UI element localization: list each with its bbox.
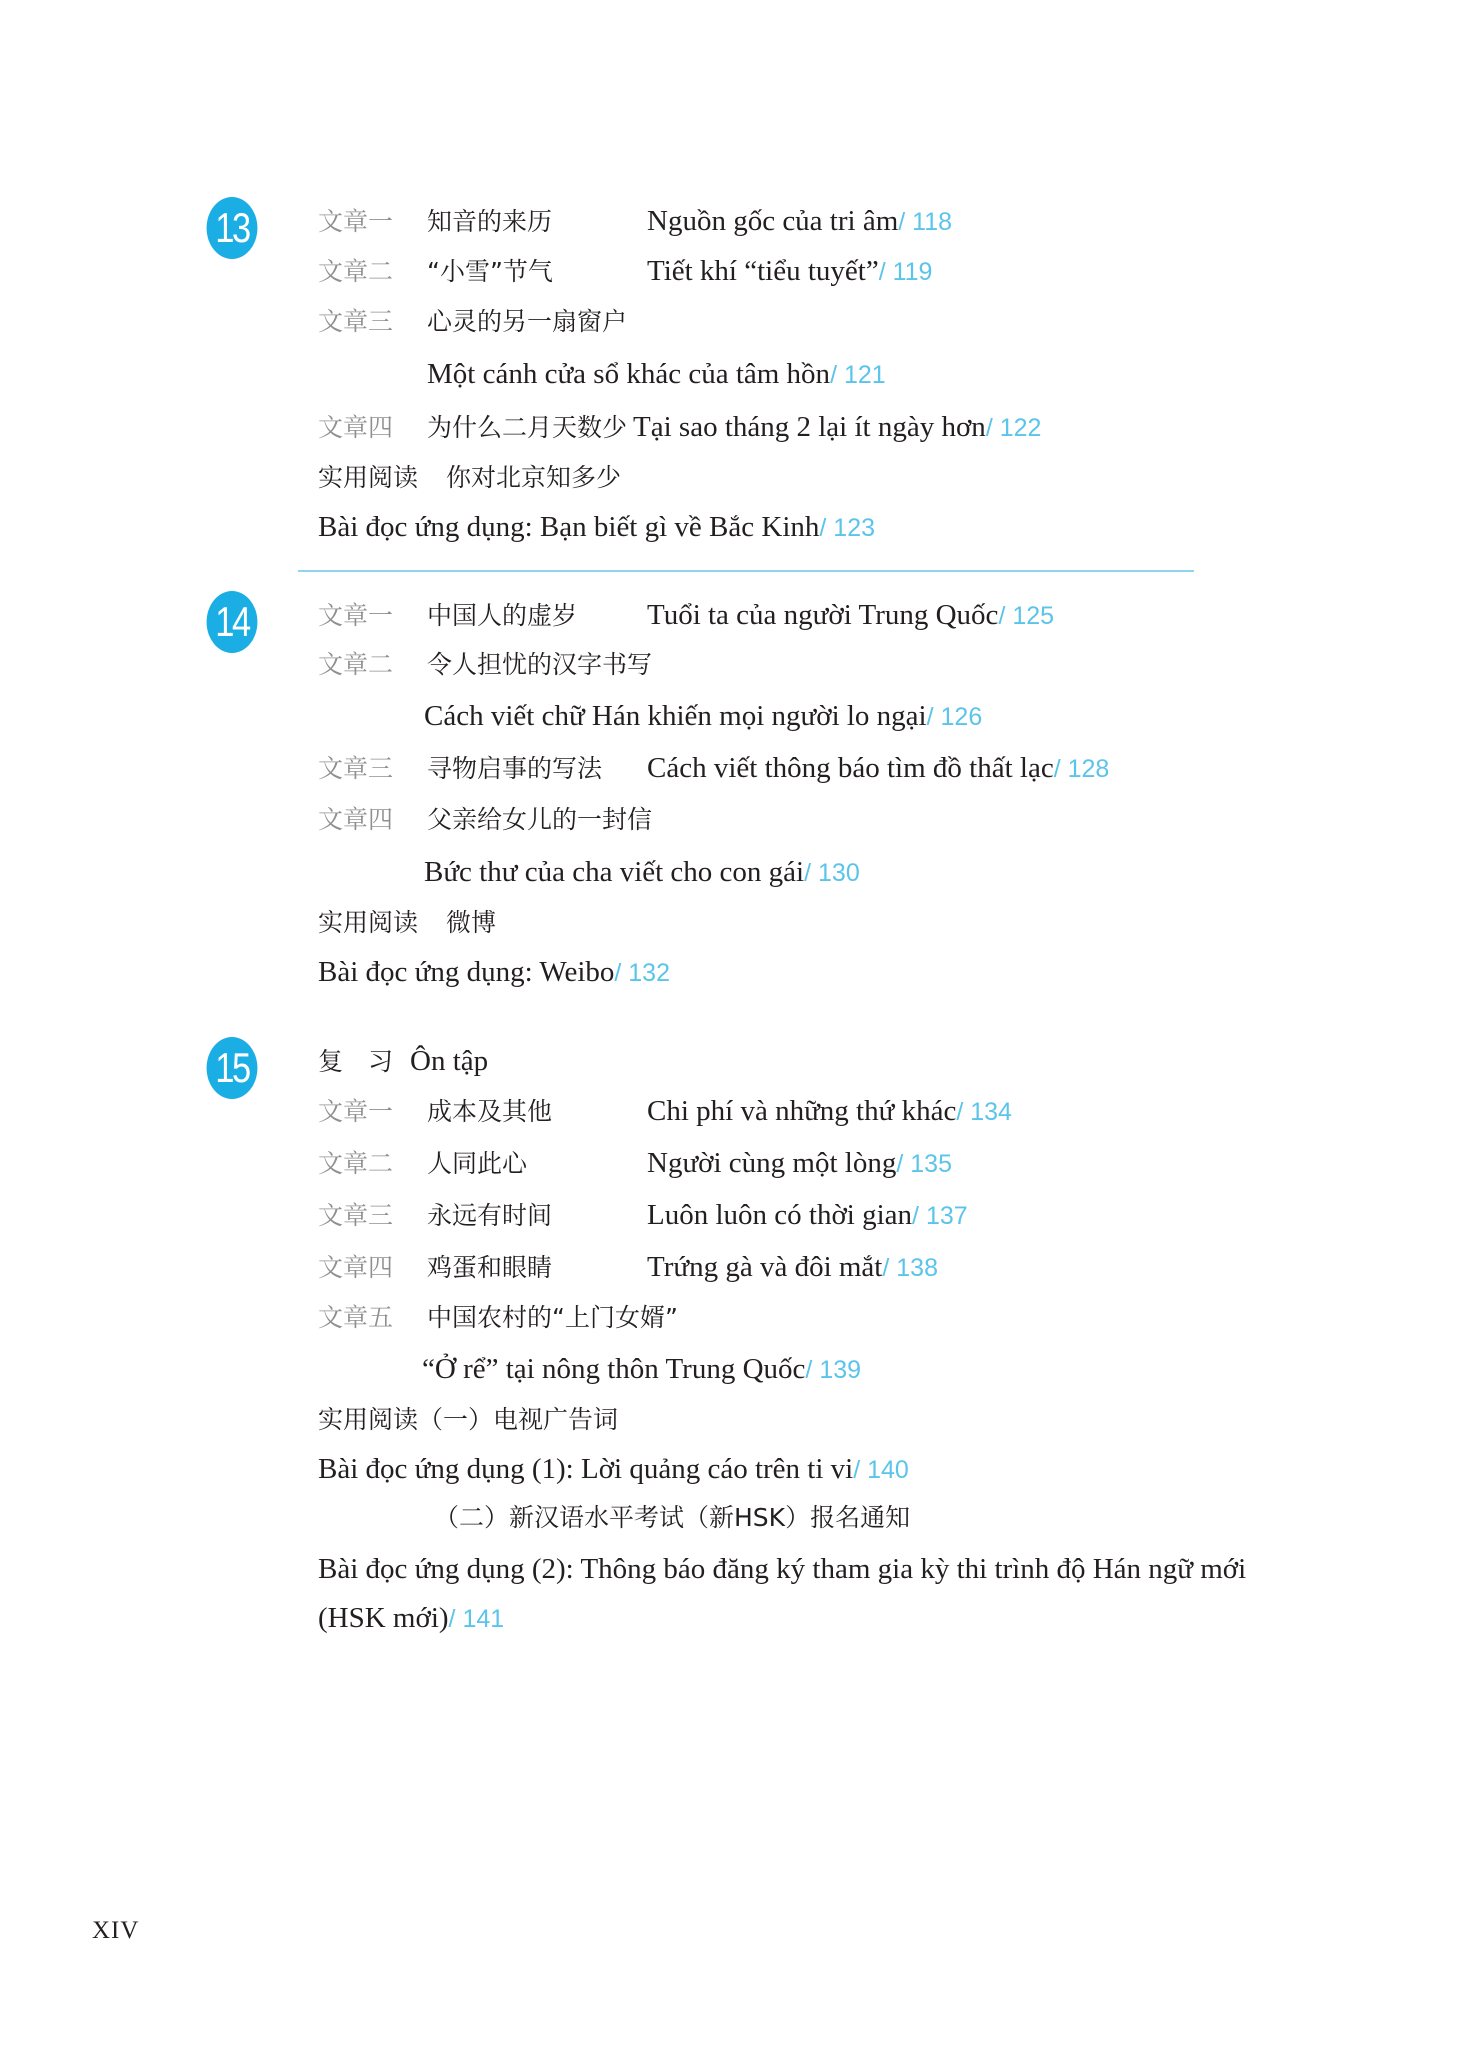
page-value: 125 <box>1012 602 1055 630</box>
toc-entry-continuation[interactable] <box>427 355 886 394</box>
vietnamese-title: “Ở rể” tại nông thôn Trung Quốc <box>422 1353 806 1385</box>
unit-divider <box>298 570 1194 572</box>
vietnamese-title: Cách viết thông báo tìm đồ thất lạc <box>647 752 1054 784</box>
vietnamese-title: Tại sao tháng 2 lại ít ngày hơn <box>633 411 986 443</box>
toc-entry-continuation[interactable] <box>318 953 670 992</box>
page-value: 121 <box>843 361 886 389</box>
page-number <box>1054 755 1110 783</box>
toc-entry-continuation[interactable] <box>422 1350 861 1389</box>
page-value: 123 <box>833 514 876 542</box>
page-value: 135 <box>910 1150 952 1178</box>
page-value: 118 <box>912 208 953 236</box>
page-number <box>927 703 983 731</box>
vietnamese-title: Tiết khí “tiểu tuyết” <box>647 255 879 287</box>
page-number <box>986 414 1042 442</box>
toc-entry[interactable] <box>318 596 1054 635</box>
page-value: 130 <box>818 859 860 887</box>
toc-entry-continuation[interactable] <box>424 853 860 892</box>
page-number <box>998 602 1054 630</box>
page-number <box>805 1356 861 1384</box>
toc-entry-continuation[interactable] <box>318 1599 504 1638</box>
chinese-title: （二）新汉语水平考试（新HSK）报名通知 <box>434 1503 911 1532</box>
article-label: 文章四 <box>318 1253 394 1282</box>
chinese-title: 寻物启事的写法 <box>427 754 603 783</box>
page-number <box>449 1605 505 1633</box>
page-value: 132 <box>628 959 670 987</box>
article-label: 文章三 <box>318 1201 394 1230</box>
toc-entry-continuation[interactable] <box>424 697 982 736</box>
section-label: 实用阅读 <box>318 908 419 937</box>
article-label: 文章二 <box>318 650 394 679</box>
toc-entry[interactable] <box>318 1196 968 1235</box>
chinese-title: 心灵的另一扇窗户 <box>427 307 628 336</box>
page-value: 128 <box>1067 755 1110 783</box>
article-label: 文章一 <box>318 1097 394 1126</box>
separator: / <box>896 1150 911 1178</box>
page-number <box>896 1150 952 1178</box>
separator: / <box>853 1456 868 1484</box>
page-number <box>830 361 886 389</box>
separator: / <box>1053 755 1068 783</box>
page-value: 134 <box>970 1098 1012 1126</box>
page-number <box>614 959 670 987</box>
article-label: 文章一 <box>318 601 394 630</box>
chinese-title: 微博 <box>446 908 497 937</box>
toc-entry[interactable] <box>318 202 952 241</box>
chinese-title: 永远有时间 <box>427 1201 553 1230</box>
chinese-title: 人同此心 <box>427 1149 528 1178</box>
toc-entry[interactable] <box>318 1248 938 1287</box>
vietnamese-title: Bài đọc ứng dụng: Weibo <box>318 956 615 988</box>
chinese-title: 父亲给女儿的一封信 <box>427 805 653 834</box>
chinese-title: 实用阅读（一）电视广告词 <box>318 1405 619 1434</box>
chinese-title: 成本及其他 <box>427 1097 553 1126</box>
vietnamese-title: Trứng gà và đôi mắt <box>647 1251 883 1283</box>
page-number <box>898 208 952 236</box>
vietnamese-title: Cách viết chữ Hán khiến mọi người lo ngại <box>424 700 927 732</box>
section-label: 实用阅读 <box>318 463 419 492</box>
vietnamese-title: Nguồn gốc của tri âm <box>647 205 899 237</box>
separator: / <box>985 414 1000 442</box>
separator: / <box>956 1098 971 1126</box>
vietnamese-title: Người cùng một lòng <box>647 1147 897 1179</box>
unit-number-badge: 15 <box>207 1037 258 1099</box>
toc-entry[interactable] <box>318 302 627 341</box>
section-label: 复 习 <box>318 1047 394 1076</box>
page-value: 141 <box>462 1605 505 1633</box>
separator: / <box>882 1254 897 1282</box>
vietnamese-title: Luôn luôn có thời gian <box>647 1199 913 1231</box>
page-value: 138 <box>896 1254 938 1282</box>
page-number <box>819 514 875 542</box>
chinese-title: 令人担忧的汉字书写 <box>427 650 653 679</box>
page-number <box>853 1456 909 1484</box>
practical-reading-entry[interactable] <box>434 1498 910 1537</box>
review-entry[interactable] <box>318 1042 488 1081</box>
separator: / <box>614 959 629 987</box>
vietnamese-title: Một cánh cửa sổ khác của tâm hồn <box>427 358 831 390</box>
page-number <box>956 1098 1012 1126</box>
toc-entry-continuation[interactable] <box>318 508 875 547</box>
page-value: 139 <box>819 1356 862 1384</box>
vietnamese-title: Bài đọc ứng dụng: Bạn biết gì về Bắc Kinh <box>318 511 820 543</box>
page-number <box>879 258 933 286</box>
vietnamese-title: Ôn tập <box>410 1045 489 1077</box>
page-value: 137 <box>925 1202 968 1230</box>
page-folio: XIV <box>92 1917 140 1944</box>
toc-entry[interactable] <box>318 1144 952 1183</box>
toc-entry[interactable] <box>318 1092 1012 1131</box>
toc-entry[interactable] <box>318 1298 678 1337</box>
practical-reading-entry[interactable] <box>318 1400 618 1439</box>
page-value: 119 <box>892 258 933 286</box>
page-number <box>882 1254 938 1282</box>
page-value: 122 <box>999 414 1042 442</box>
page-value: 140 <box>867 1456 909 1484</box>
separator: / <box>878 258 893 286</box>
page-number <box>804 859 860 887</box>
unit-number-badge: 13 <box>207 197 258 259</box>
article-label: 文章二 <box>318 257 394 286</box>
toc-entry[interactable] <box>318 408 1041 447</box>
toc-entry-continuation[interactable] <box>318 1550 1246 1588</box>
toc-entry-continuation[interactable] <box>318 1450 909 1489</box>
article-label: 文章四 <box>318 805 394 834</box>
separator: / <box>912 1202 926 1230</box>
chinese-title: “小雪”节气 <box>427 257 553 286</box>
vietnamese-title: Bài đọc ứng dụng (1): Lời quảng cáo trên ti vi <box>318 1453 854 1485</box>
toc-entry[interactable] <box>318 749 1109 788</box>
chinese-title: 知音的来历 <box>427 207 553 236</box>
vietnamese-title: Tuổi ta của người Trung Quốc <box>647 599 999 631</box>
chinese-title: 你对北京知多少 <box>446 463 622 492</box>
chinese-title: 为什么二月天数少 <box>427 413 628 442</box>
practical-reading-entry[interactable] <box>318 458 621 497</box>
separator: / <box>819 514 834 542</box>
article-label: 文章二 <box>318 1149 394 1178</box>
article-label: 文章四 <box>318 413 394 442</box>
toc-entry[interactable] <box>318 645 652 684</box>
separator: / <box>998 602 1013 630</box>
separator: / <box>805 1356 820 1384</box>
article-label: 文章三 <box>318 307 394 336</box>
page-number <box>912 1202 968 1230</box>
article-label: 文章一 <box>318 207 394 236</box>
article-label: 文章五 <box>318 1303 394 1332</box>
chinese-title: 中国人的虚岁 <box>427 601 578 630</box>
separator: / <box>898 208 913 236</box>
unit-number-badge: 14 <box>207 591 258 653</box>
chinese-title: 鸡蛋和眼睛 <box>427 1253 553 1282</box>
vietnamese-title: (HSK mới) <box>318 1602 449 1634</box>
vietnamese-title: Bức thư của cha viết cho con gái <box>424 856 805 888</box>
separator: / <box>804 859 819 887</box>
chinese-title: 中国农村的“上门女婿” <box>427 1303 678 1332</box>
page-value: 126 <box>940 703 983 731</box>
separator: / <box>830 361 844 389</box>
separator: / <box>926 703 941 731</box>
toc-entry[interactable] <box>318 252 932 291</box>
article-label: 文章三 <box>318 754 394 783</box>
practical-reading-entry[interactable] <box>318 903 496 942</box>
separator: / <box>448 1605 463 1633</box>
vietnamese-title: Bài đọc ứng dụng (2): Thông báo đăng ký tham gia kỳ thi trình độ Hán ngữ mới <box>318 1553 1247 1585</box>
toc-entry[interactable] <box>318 800 652 839</box>
vietnamese-title: Chi phí và những thứ khác <box>647 1095 957 1127</box>
